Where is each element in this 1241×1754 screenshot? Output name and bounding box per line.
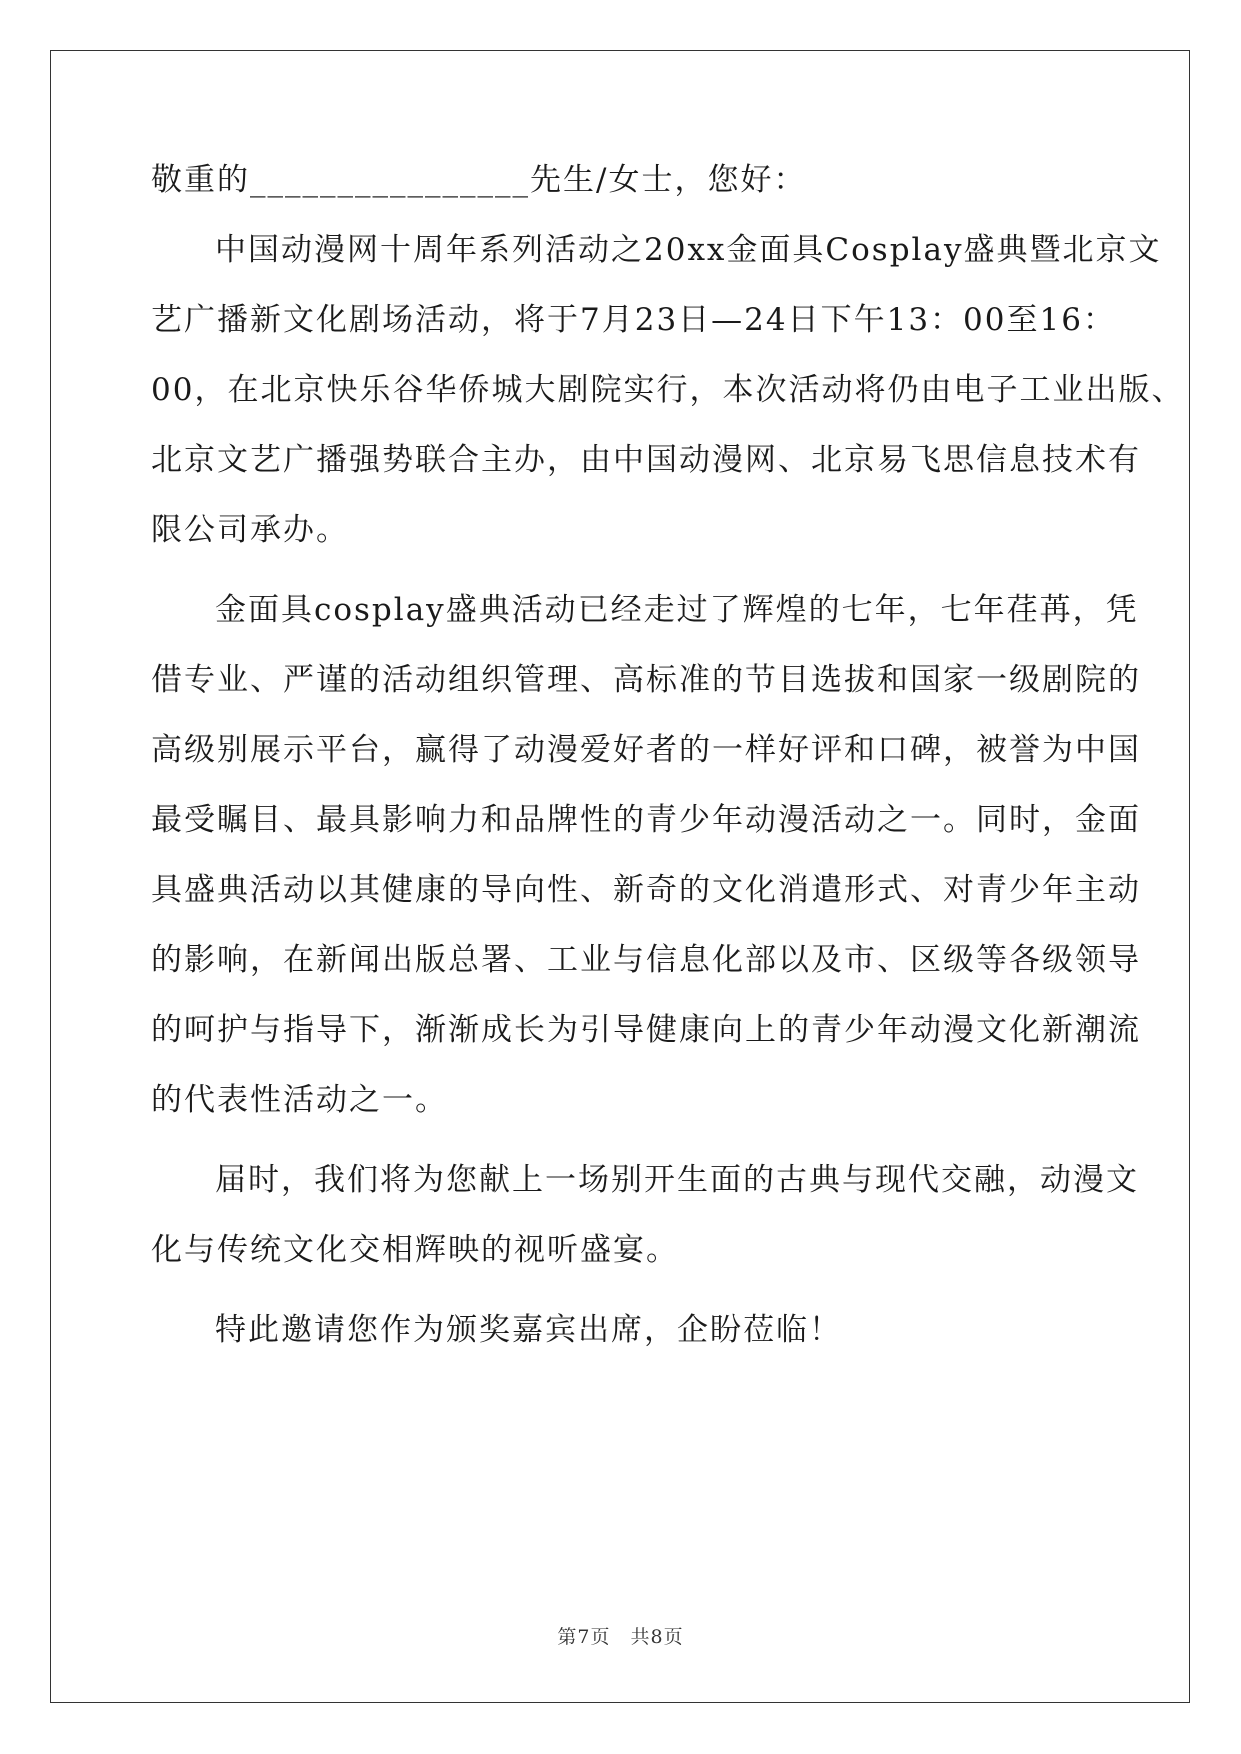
paragraph-line: 高级别展示平台，赢得了动漫爱好者的一样好评和口碑，被誉为中国: [151, 732, 1141, 768]
page-number: 第7页 共8页: [557, 1626, 684, 1648]
paragraph-line: 借专业、严谨的活动组织管理、高标准的节目选拔和国家一级剧院的: [151, 662, 1141, 698]
paragraph-line: 金面具cosplay盛典活动已经走过了辉煌的七年，七年荏苒，凭: [215, 592, 1139, 628]
paragraph-line: 的代表性活动之一。: [151, 1082, 448, 1118]
paragraph-line: 化与传统文化交相辉映的视听盛宴。: [151, 1232, 679, 1268]
paragraph-line: 00，在北京快乐谷华侨城大剧院实行，本次活动将仍由电子工业出版、: [151, 372, 1185, 408]
paragraph-line: 北京文艺广播强势联合主办，由中国动漫网、北京易飞思信息技术有: [151, 442, 1141, 478]
paragraph-line: 艺广播新文化剧场活动，将于7月23日—24日下午13：00至16：: [151, 302, 1116, 338]
paragraph-line: 届时，我们将为您献上一场别开生面的古典与现代交融，动漫文: [215, 1162, 1139, 1198]
closing-line: 特此邀请您作为颁奖嘉宾出席，企盼莅临！: [215, 1312, 842, 1348]
paragraph-line: 具盛典活动以其健康的导向性、新奇的文化消遣形式、对青少年主动: [151, 872, 1141, 908]
paragraph-line: 中国动漫网十周年系列活动之20xx金面具Cosplay盛典暨北京文: [215, 232, 1162, 268]
paragraph-line: 的呵护与指导下，渐渐成长为引导健康向上的青少年动漫文化新潮流: [151, 1012, 1141, 1048]
paragraph-line: 限公司承办。: [151, 512, 349, 548]
paragraph-line: 最受瞩目、最具影响力和品牌性的青少年动漫活动之一。同时，金面: [151, 802, 1141, 838]
paragraph-line: 的影响，在新闻出版总署、工业与信息化部以及市、区级等各级领导: [151, 942, 1141, 978]
greeting-line: 敬重的________________先生/女士，您好：: [151, 162, 807, 198]
